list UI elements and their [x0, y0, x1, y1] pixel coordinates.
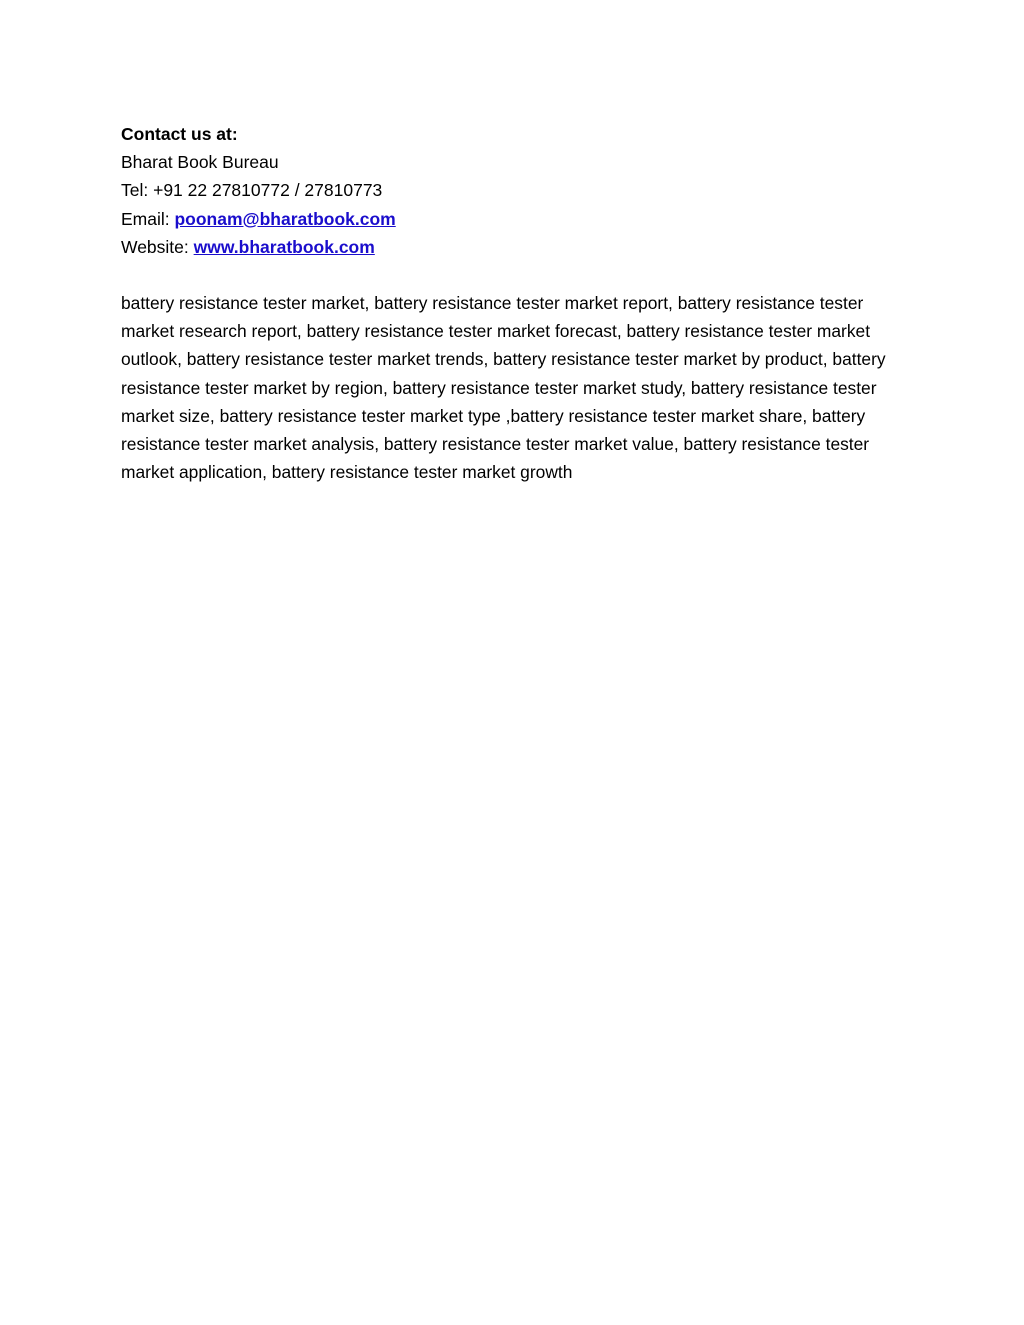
telephone-line: Tel: +91 22 27810772 / 27810773 [121, 180, 383, 201]
email-link[interactable]: poonam@bharatbook.com [174, 208, 396, 229]
keywords-paragraph: battery resistance tester market, battery resistance tester market report, battery resistance tester market research report, battery resistance tester market forecast, battery resistance tester market outlook, battery resistance tester market trends, battery resistance tester market by product, battery resistance tester market by region, battery resistance tester market study, battery resistance tester market size, battery resistance tester market type ,battery resistance tester market share, battery resistance tester market analysis, battery resistance tester market value, battery resistance tester market application, battery resistance tester market growth [121, 293, 886, 483]
website-link[interactable]: www.bharatbook.com [193, 236, 375, 257]
website-label: Website: [121, 236, 194, 257]
contact-heading: Contact us at: [121, 124, 238, 144]
email-label: Email: [121, 208, 175, 229]
company-name: Bharat Book Bureau [121, 152, 279, 173]
email-line [121, 205, 921, 233]
document-content [121, 120, 921, 486]
website-line [121, 233, 921, 261]
